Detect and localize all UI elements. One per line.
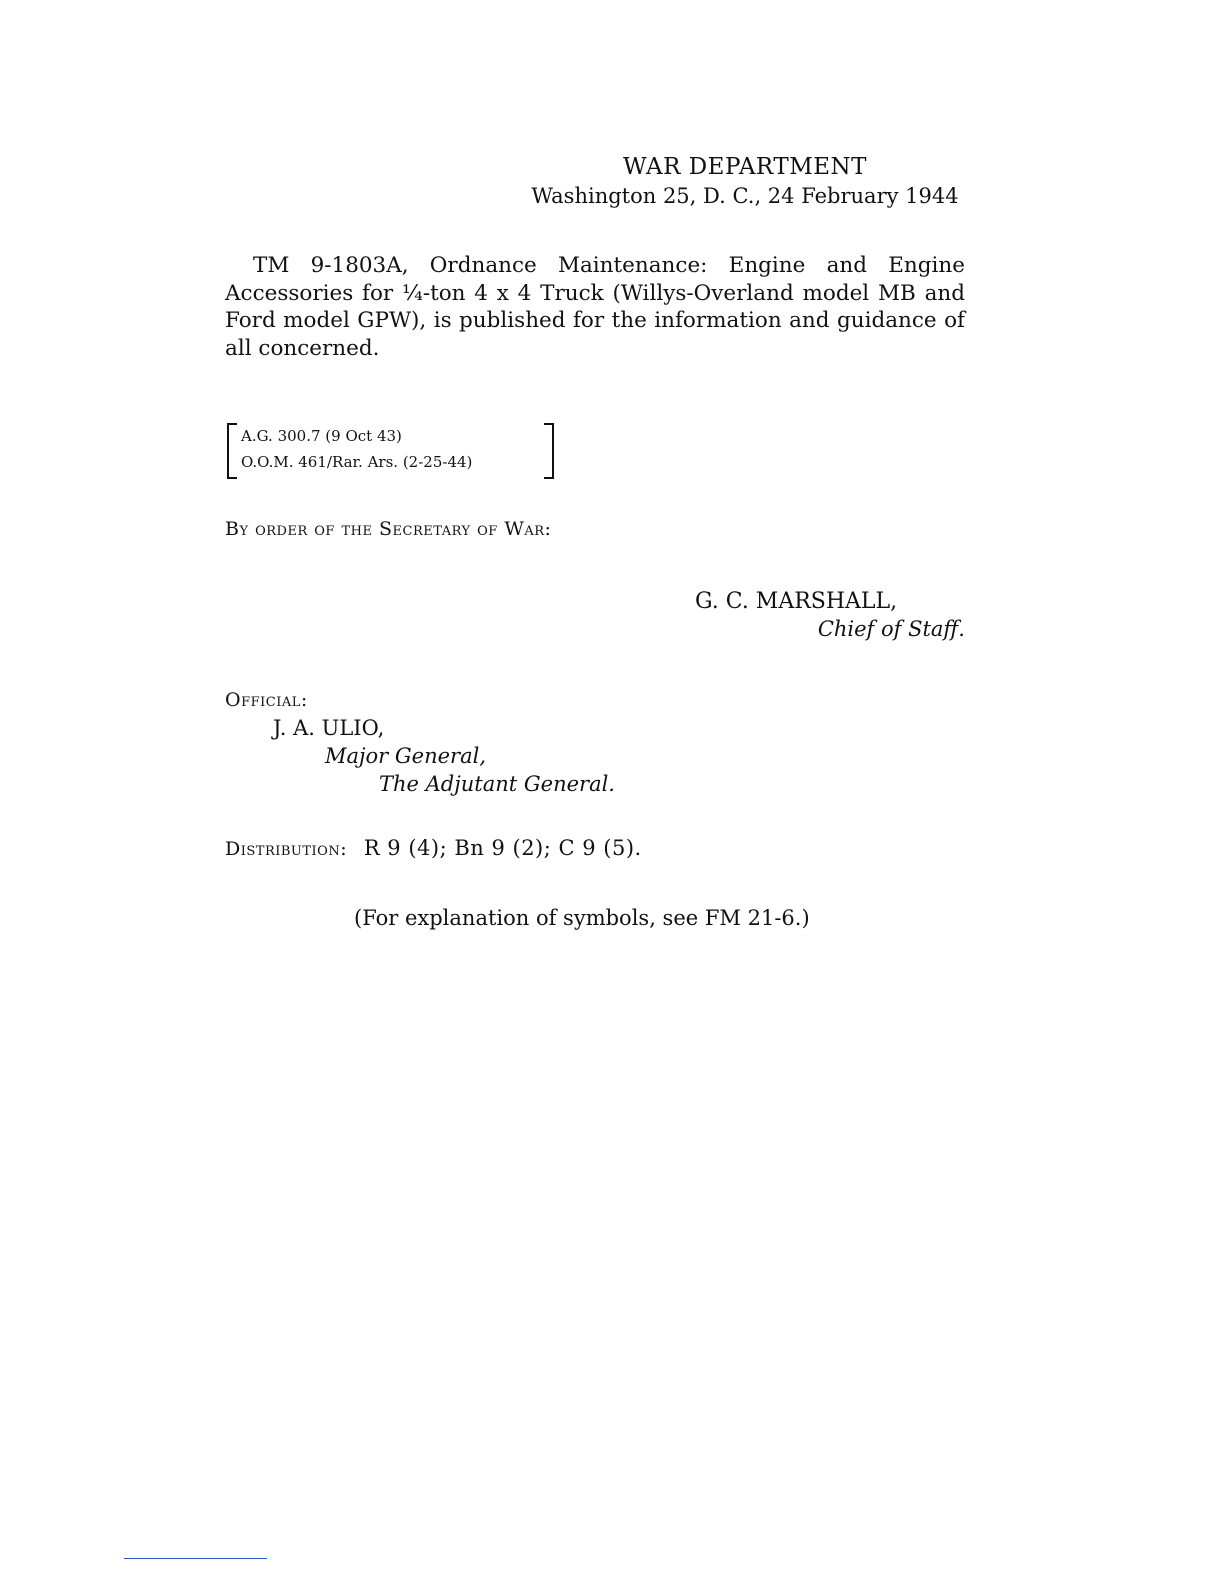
document-header bbox=[520, 152, 970, 210]
place-and-date: Washington 25, D. C., 24 February 1944 bbox=[531, 184, 959, 208]
reference-block bbox=[227, 423, 554, 479]
symbols-footnote: (For explanation of symbols, see FM 21-6.) bbox=[354, 906, 810, 930]
official-name: J. A. ULIO, bbox=[273, 716, 385, 740]
department-title: WAR DEPARTMENT bbox=[623, 154, 867, 180]
signer-title: Chief of Staff. bbox=[817, 617, 965, 641]
reference-line-oom: O.O.M. 461/Rar. Ars. (2-25-44) bbox=[241, 453, 473, 471]
reference-lines bbox=[241, 423, 472, 475]
footer-rule bbox=[124, 1558, 267, 1559]
order-line: By order of the Secretary of War: bbox=[225, 518, 552, 540]
distribution-line bbox=[225, 836, 642, 860]
official-block bbox=[225, 686, 725, 798]
chief-signature-block bbox=[695, 588, 965, 642]
official-rank: Major General, bbox=[325, 744, 486, 768]
distribution-label: Distribution: bbox=[225, 838, 348, 860]
distribution-value: R 9 (4); Bn 9 (2); C 9 (5). bbox=[363, 836, 642, 860]
official-role: The Adjutant General. bbox=[379, 772, 615, 796]
official-label: Official: bbox=[225, 689, 308, 711]
publication-paragraph: TM 9-1803A, Ordnance Maintenance: Engine and Engine Accessories for ¼-ton 4 x 4 Truck (Willys-Overland model MB and Ford model GPW), is published for the information and guidance of all concerned. bbox=[225, 253, 965, 361]
signer-name: G. C. MARSHALL, bbox=[695, 589, 898, 614]
left-bracket bbox=[227, 423, 237, 479]
right-bracket bbox=[544, 423, 554, 479]
reference-line-ag: A.G. 300.7 (9 Oct 43) bbox=[241, 427, 402, 445]
